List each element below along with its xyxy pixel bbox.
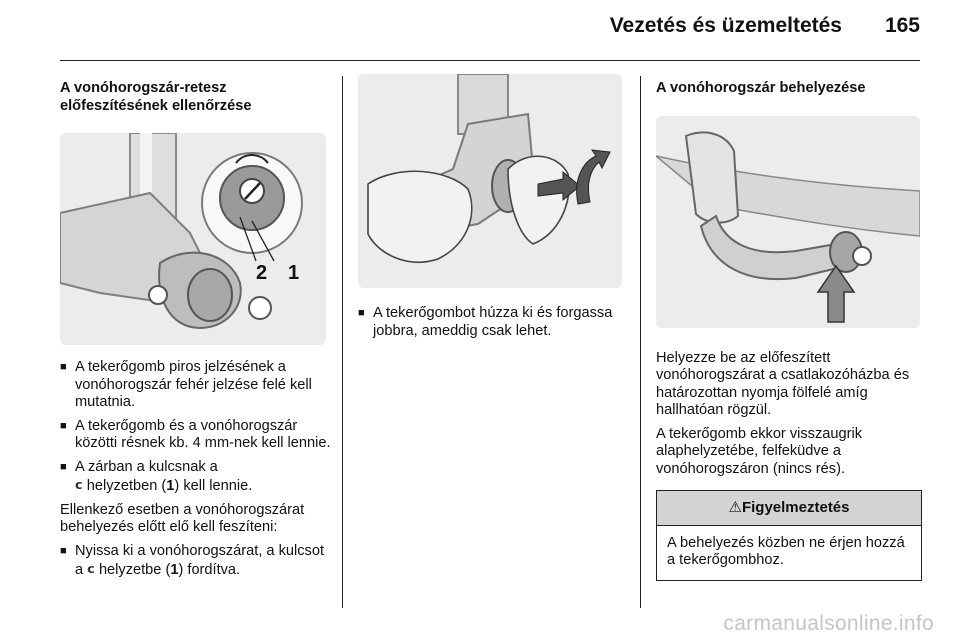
figure-knob-markings: [60, 133, 326, 345]
warning-body: A behelyezés közben ne érjen hozzá a tekerőgombhoz.: [667, 534, 905, 568]
list-item: [60, 543, 332, 580]
figure-pull-rotate-knob: [358, 74, 622, 288]
watermark: carmanualsonline.info: [723, 612, 934, 635]
column-3: [656, 80, 922, 581]
insertion-paragraph-2: A tekerőgomb ekkor visszaugrik alaphelyzetébe, felfeküdve a vonóhorogszáron (nincs rés).: [656, 425, 863, 477]
otherwise-paragraph: Ellenkező esetben a vonóhorogszárat behelyezés előtt elő kell feszíteni:: [60, 501, 305, 535]
reference-number: 1: [170, 562, 179, 578]
key-icon: 𝗰: [87, 561, 95, 576]
header-rule: [60, 60, 920, 61]
pull-rotate-list: [358, 305, 624, 340]
column-1: [60, 80, 332, 586]
warning-triangle-icon: ⚠: [728, 499, 742, 516]
warning-header: [657, 491, 921, 526]
figure-insert-towbar: [656, 116, 920, 328]
warning-box: [656, 490, 922, 581]
column-2: [358, 74, 624, 346]
list-item-text: helyzetben (: [82, 478, 167, 494]
preload-steps-list: [60, 543, 332, 580]
preload-check-list: [60, 359, 332, 496]
list-item: ■ A tekerőgomb piros jelzésének a vonóhorogszár fehér jelzése felé kell mutatnia.: [60, 359, 332, 412]
list-item-text: helyzetbe (: [94, 562, 171, 578]
heading-line-1: A vonóhorogszár-retesz: [60, 80, 227, 96]
list-item: ■ A tekerőgombot húzza ki és forgassa jobbra, ameddig csak lehet.: [358, 305, 624, 340]
section-heading-insertion: A vonóhorogszár behelyezése: [656, 80, 866, 96]
insertion-paragraph-1: Helyezze be az előfeszített vonóhorogszárat a csatlakozóházba és határozottan nyomja fölfelé amíg hallhatóan rögzül.: [656, 349, 910, 418]
column-divider-right: [640, 76, 641, 608]
list-item-text: ) fordítva.: [178, 562, 241, 578]
column-divider-left: [342, 76, 343, 608]
list-item-text: A zárban a kulcsnak a: [75, 458, 218, 475]
reference-number: 1: [166, 478, 175, 494]
list-item-text: Nyissa ki a vonóhorogszárat, a kulcsot a: [75, 542, 325, 578]
list-item: [60, 459, 332, 496]
figure-label-1: 1: [288, 262, 300, 284]
warning-title: Figyelmeztetés: [741, 499, 850, 516]
list-item: ■ A tekerőgomb és a vonóhorogszár közötti résnek kb. 4 mm-nek kell lennie.: [60, 418, 332, 453]
section-heading-preload-check: [60, 80, 332, 115]
page-number: 165: [884, 14, 920, 37]
list-item-text: ) kell lennie.: [174, 478, 253, 494]
figure-label-2: 2: [256, 262, 268, 284]
heading-line-2: előfeszítésének ellenőrzése: [60, 97, 252, 114]
page-header-title: Vezetés és üzemeltetés: [609, 14, 842, 37]
key-icon: 𝗰: [75, 477, 83, 492]
